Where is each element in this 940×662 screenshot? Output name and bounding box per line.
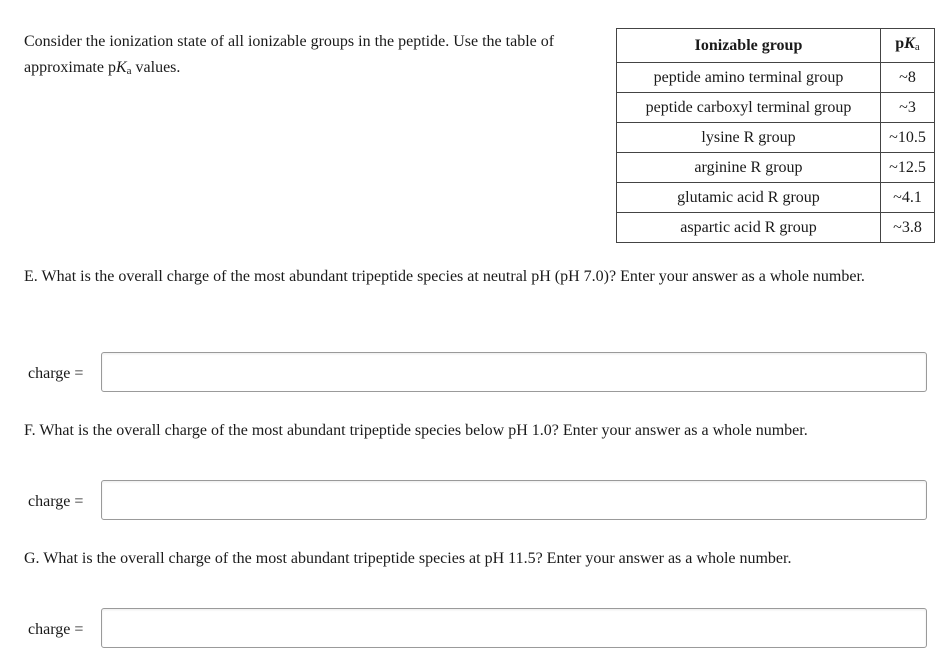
header-pka bbox=[881, 29, 935, 63]
answer-row-e bbox=[28, 352, 930, 396]
table-row bbox=[617, 153, 935, 183]
question-e-text: E. What is the overall charge of the most abundant tripeptide species at neutral pH (pH 7.0)? Enter your answer as a whole number. bbox=[24, 268, 865, 285]
header-ionizable-group: Ionizable group bbox=[617, 29, 881, 63]
group-cell: arginine R group bbox=[617, 153, 881, 183]
table-row bbox=[617, 213, 935, 243]
header-pka-subscript: a bbox=[914, 41, 920, 53]
answer-row-g bbox=[28, 608, 930, 652]
group-cell: lysine R group bbox=[617, 123, 881, 153]
table-row bbox=[617, 123, 935, 153]
charge-label-e: charge = bbox=[28, 365, 84, 382]
table-row bbox=[617, 63, 935, 93]
pka-cell: ~4.1 bbox=[881, 183, 935, 213]
intro-text-after: values. bbox=[131, 59, 181, 76]
pka-table-header-row bbox=[617, 29, 935, 63]
group-cell: peptide carboxyl terminal group bbox=[617, 93, 881, 123]
group-cell: glutamic acid R group bbox=[617, 183, 881, 213]
group-cell: peptide amino terminal group bbox=[617, 63, 881, 93]
charge-label-f: charge = bbox=[28, 493, 84, 510]
table-row bbox=[617, 183, 935, 213]
intro-k-subscript: a bbox=[126, 65, 132, 77]
answer-row-f bbox=[28, 480, 930, 524]
pka-cell: ~8 bbox=[881, 63, 935, 93]
charge-input-e[interactable] bbox=[101, 352, 927, 392]
pka-cell: ~3.8 bbox=[881, 213, 935, 243]
group-cell: aspartic acid R group bbox=[617, 213, 881, 243]
table-row bbox=[617, 93, 935, 123]
question-g-text: G. What is the overall charge of the most abundant tripeptide species at pH 11.5? Enter your answer as a whole number. bbox=[24, 550, 792, 567]
intro-paragraph bbox=[24, 29, 609, 84]
intro-text-before: Consider the ionization state of all ionizable groups in the peptide. Use the table of approximate p bbox=[24, 33, 555, 76]
charge-input-f[interactable] bbox=[101, 480, 927, 520]
charge-label-g: charge = bbox=[28, 621, 84, 638]
pka-table bbox=[616, 28, 935, 243]
pka-cell: ~3 bbox=[881, 93, 935, 123]
charge-input-g[interactable] bbox=[101, 608, 927, 648]
intro-k-symbol: K bbox=[115, 59, 127, 76]
question-f-text: F. What is the overall charge of the most abundant tripeptide species below pH 1.0? Enter your answer as a whole number. bbox=[24, 422, 808, 439]
pka-cell: ~10.5 bbox=[881, 123, 935, 153]
pka-cell: ~12.5 bbox=[881, 153, 935, 183]
header-pka-p: p bbox=[895, 35, 905, 52]
header-pka-k: K bbox=[904, 35, 915, 52]
